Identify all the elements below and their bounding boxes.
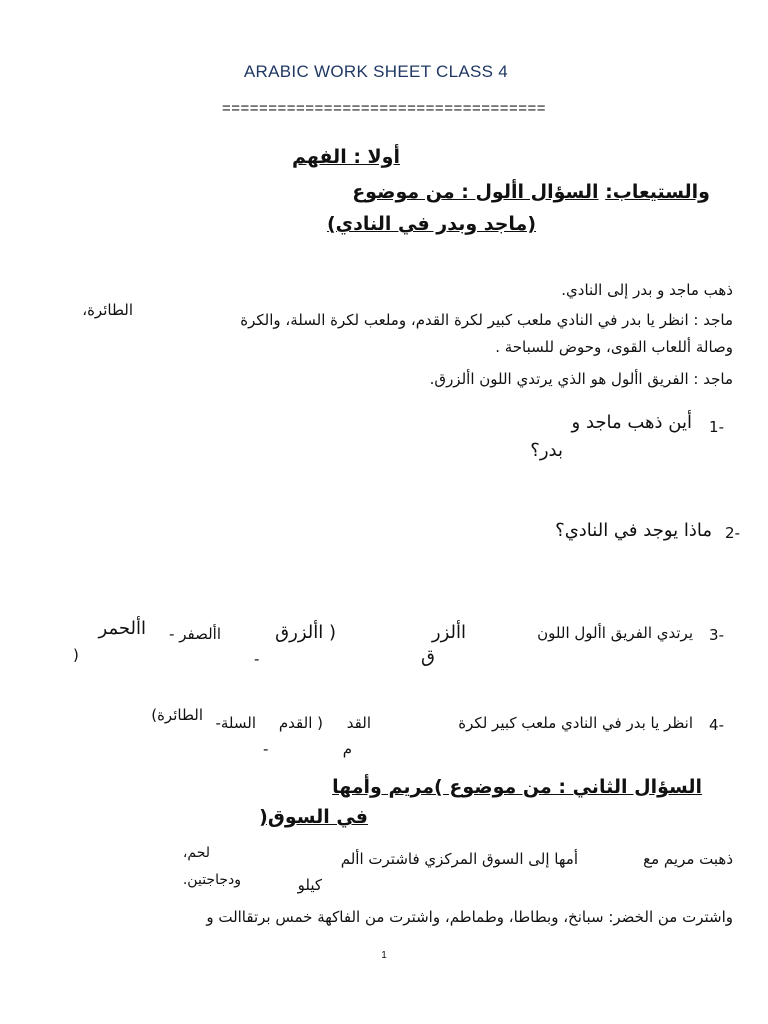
question-4-option-2: ( القدم [278,714,323,732]
question-1-number: -1 [709,418,724,436]
title-divider: =================================== [221,100,547,117]
question-4-option-3: السلة- [215,714,256,732]
question-3-number: -3 [709,626,724,644]
question-3-option-1-line1: األزر [431,622,466,643]
question-3-option-3: األصفر - [169,625,221,643]
question-3-option-1-line2: ق [421,646,435,667]
question-1-text-line2: بدر؟ [530,440,563,461]
passage-line-4: ماجد : الفريق األول هو الذي يرتدي اللون األزرق. [429,370,733,388]
section1-heading-prefix: والستيعاب: [605,181,710,203]
question-4-option-1-line2: م [342,740,352,758]
question-4-number: -4 [709,716,724,734]
passage2-line1-part-d: كيلو [297,876,322,894]
section1-heading-topic-intro: : من موضوع [352,181,476,203]
passage-line-2-side: الطائرة، [82,301,133,319]
section2-heading-line1: السؤال الثاني : من موضوع )مريم وأمها [332,776,702,798]
passage2-line1-part-c-line2: ودجاجتين. [182,872,241,888]
passage2-line1-part-b: أمها إلى السوق المركزي فاشترت األم [340,850,578,868]
question-3-option-4-line1: األحمر [98,618,146,639]
question-4-option-4: الطائرة) [151,706,203,724]
question-2-text: ماذا يوجد في النادي؟ [555,520,712,541]
question-4-option-1-line1: القد [346,714,371,732]
passage2-line2: واشترت من الخضر: سبانخ، وبطاطا، وطماطم، واشترت من الفاكهة خمس برتقاالت و [206,908,733,926]
question-3-text: يرتدي الفريق األول اللون [537,624,693,642]
section1-heading-line2 [352,181,710,203]
question-3-dash: - [254,650,260,668]
passage-line-1: ذهب ماجد و بدر إلى النادي. [561,281,733,299]
passage-line-3: وصالة أللعاب القوى، وحوض للسباحة . [495,338,733,356]
question-4-dash: - [263,740,269,758]
passage-line-2: ماجد : انظر يا بدر في النادي ملعب كبير لكرة القدم، وملعب لكرة السلة، والكرة [240,311,733,329]
page-title: ARABIC WORK SHEET CLASS 4 [243,62,509,81]
question-2-number: -2 [725,524,740,542]
section1-heading-topic: (ماجد وبدر في النادي) [327,213,536,235]
passage2-line1-part-c-line1: لحم، [182,845,210,861]
passage2-line1-part-a: ذهبت مريم مع [643,850,733,868]
question-3-option-2: ( األزرق [275,622,336,643]
question-1-text-line1: أين ذهب ماجد و [571,412,692,433]
section1-heading-question-label: السؤال األول [475,181,599,203]
section2-heading-line2: في السوق( [259,806,368,828]
question-4-text: انظر يا بدر في النادي ملعب كبير لكرة [458,714,693,732]
page-number: 1 [381,950,387,961]
section1-heading-line1: أولا : الفهم [291,146,400,168]
question-3-option-4-line2: ) [73,646,79,664]
